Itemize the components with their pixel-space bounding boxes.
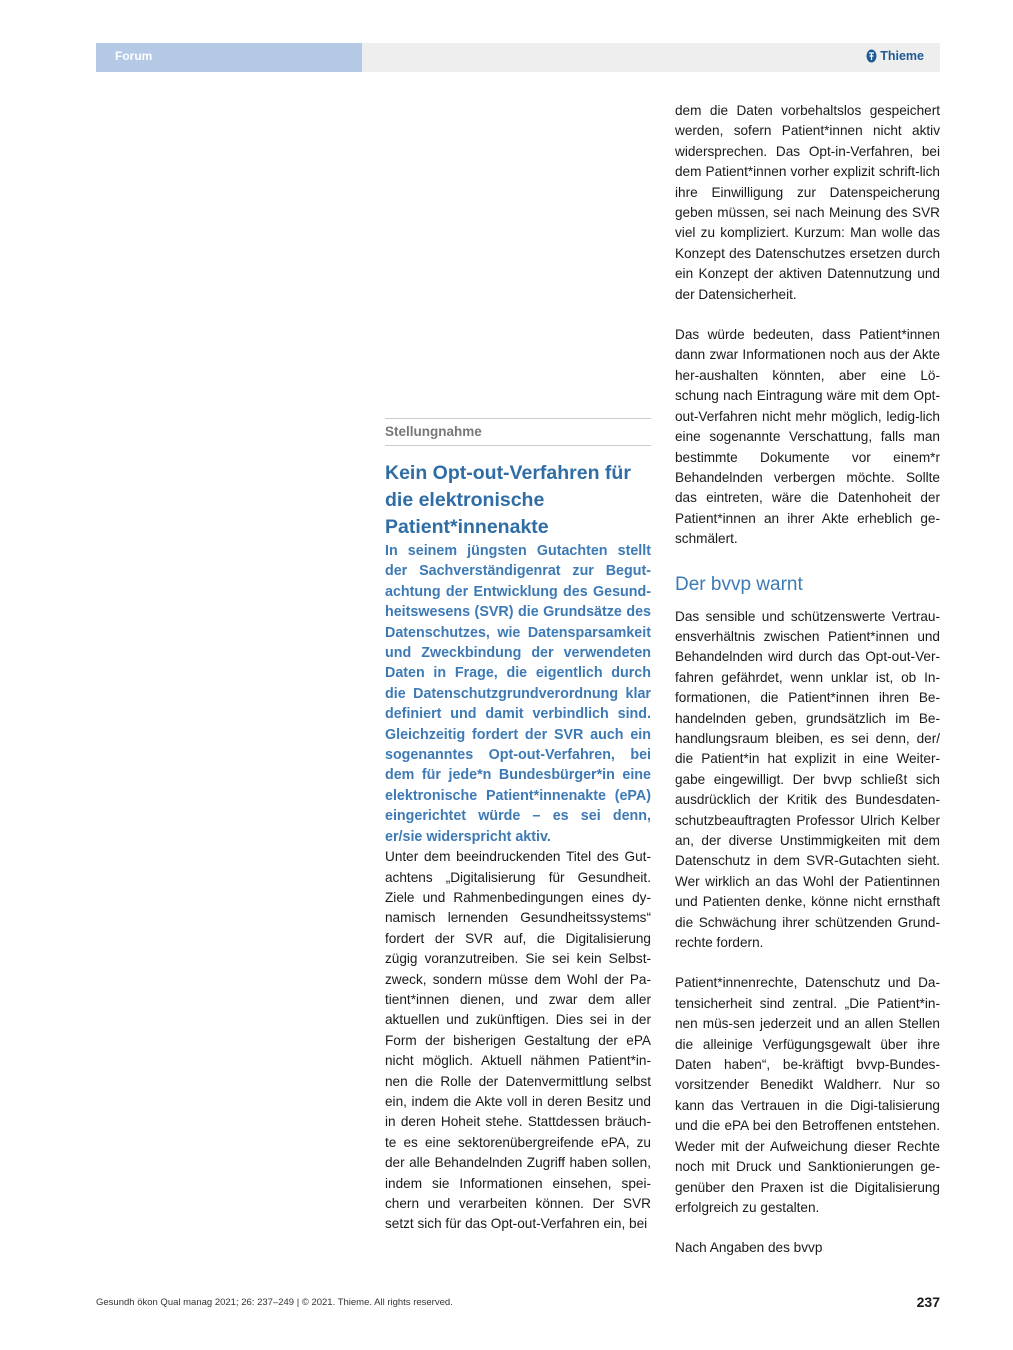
article-lead: In seinem jüngsten Gutachten stellt der Sachverständigenrat zur Begut-achtung der Entwicklung des Gesund-heitswesens (SVR) die Grundsätze des Datenschutzes, wie Datensparsamkeit und Zweckbindung der verwendeten Daten in Frage, die eigentlich durch die Datenschutzgrundverordnung klar definiert und damit verbindlich sind. Gleichzeitig fordert der SVR auch ein sogenanntes Opt-out-Verfahren, bei dem für jede*n Bundesbürger*in eine elektronische Patient*innenakte (ePA) eingerichtet würde – es sei denn, er/sie widerspricht aktiv.	[385, 543, 651, 845]
section-heading: Der bvvp warnt	[675, 573, 803, 595]
publisher-brand[interactable]	[866, 49, 924, 63]
thieme-logo-icon	[866, 49, 877, 63]
body-paragraph-1: Unter dem beeindruckenden Titel des Gut-achtens „Digitalisierung für Gesundheit. Ziele und Rahmenbedingungen eines dy-namisch lernenden Gesundheitssystems“ fordert der SVR auf, die Digitalisierung zügig voranzutreiben. Sie sei kein Selbst-zweck, sondern müsse dem Wohl der Pa-tient*innen dienen, und zwar dem aller aktuellen und zukünftigen. Dies sei in der Form der bisherigen Gestaltung der ePA nicht möglich. Aktuell nähmen Patient*in-nen die Rolle der Datenvermittlung selbst ein, indem die Akte voll in deren Besitz und in deren Hoheit stehe. Stattdessen bräuch-te es eine sektorenübergreifende ePA, zu der alle Behandelnden Zugriff haben sollen, indem sie Informationen einsehen, spei-chern und verarbeiten können. Der SVR setzt sich für das Opt-out-Verfahren ein, bei	[385, 849, 651, 1232]
citation-footer: Gesundh ökon Qual manag 2021; 26: 237–249 | © 2021. Thieme. All rights reserved.	[96, 1297, 453, 1308]
source-note: Nach Angaben des bvvp	[675, 1240, 823, 1256]
body-paragraph-3: Das sensible und schützenswerte Vertrau-ensverhältnis zwischen Patient*innen und Behandelnden wird durch das Opt-out-Ver-fahren gefährdet, wenn unklar ist, ob In-formationen, die Patient*innen ihren Be-handelnden geben, grundsätzlich im Be-handlungsraum bleiben, es sei denn, der/ die Patient*in hat explizit in eine Weiter-gabe eingewilligt. Der bvvp schließt sich ausdrücklich der Kritik des Bundesdaten-schutzbeauftragten Professor Ulrich Kelber an, der diverse Unstimmigkeiten mit dem Datenschutz in dem SVR-Gutachten sieht. Wer wirklich an das Wohl der Patientinnen und Patienten denke, könne nicht ernsthaft die Schwächung ihrer schützenden Grund-rechte fordern.	[675, 608, 940, 951]
brand-name: Thieme	[880, 49, 924, 63]
body-paragraph-1-continued: dem die Daten vorbehaltslos gespeichert werden, sofern Patient*innen nicht aktiv widersprechen. Das Opt-in-Verfahren, bei dem Patient*innen vorher explizit schrift-lich ihre Einwilligung zur Datenspeicherung geben müssen, sei nach Meinung des SVR viel zu kompliziert. Kurzum: Man wolle das Konzept des Datenschutzes ersetzen durch ein Konzept der aktiven Datennutzung und der Datensicherheit.	[675, 103, 940, 302]
article-column-middle	[385, 418, 651, 1235]
article-title: Kein Opt-out-Verfahren für die elektronische Patient*innenakte	[385, 462, 631, 538]
article-category: Stellungnahme	[385, 418, 651, 446]
running-header	[96, 43, 940, 72]
article-column-right	[675, 101, 940, 1259]
page-number: 237	[916, 1294, 940, 1310]
section-tab	[96, 43, 362, 72]
body-paragraph-4: Patient*innenrechte, Datenschutz und Da-tensicherheit sind zentral. „Die Patient*in-nen müs-sen jederzeit und an allen Stellen die alleinige Verfügungsgewalt über ihre Daten haben“, be-kräftigt bvvp-Bundes-vorsitzender Benedikt Waldherr. Nur so kann das Vertrauen in die Digi-talisierung und die ePA bei den Betroffenen entstehen. Weder mit der Aufweichung dieser Rechte noch mit Druck und Sanktionierungen ge-genüber den Praxen ist die Digitalisierung erfolgreich zu gestalten.	[675, 975, 940, 1215]
body-paragraph-2: Das würde bedeuten, dass Patient*innen dann zwar Informationen noch aus der Akte her-aushalten könnten, aber eine Lö-schung nach Eintragung wäre mit dem Opt-out-Verfahren nicht mehr möglich, ledig-lich eine sogenannte Verschattung, falls man bestimmte Dokumente vor einem*r Behandelnden verbergen möchte. Sollte das eintreten, wäre die Datenhoheit der Patient*innen an ihrer Akte erheblich ge-schmälert.	[675, 327, 940, 547]
section-label: Forum	[115, 49, 153, 63]
